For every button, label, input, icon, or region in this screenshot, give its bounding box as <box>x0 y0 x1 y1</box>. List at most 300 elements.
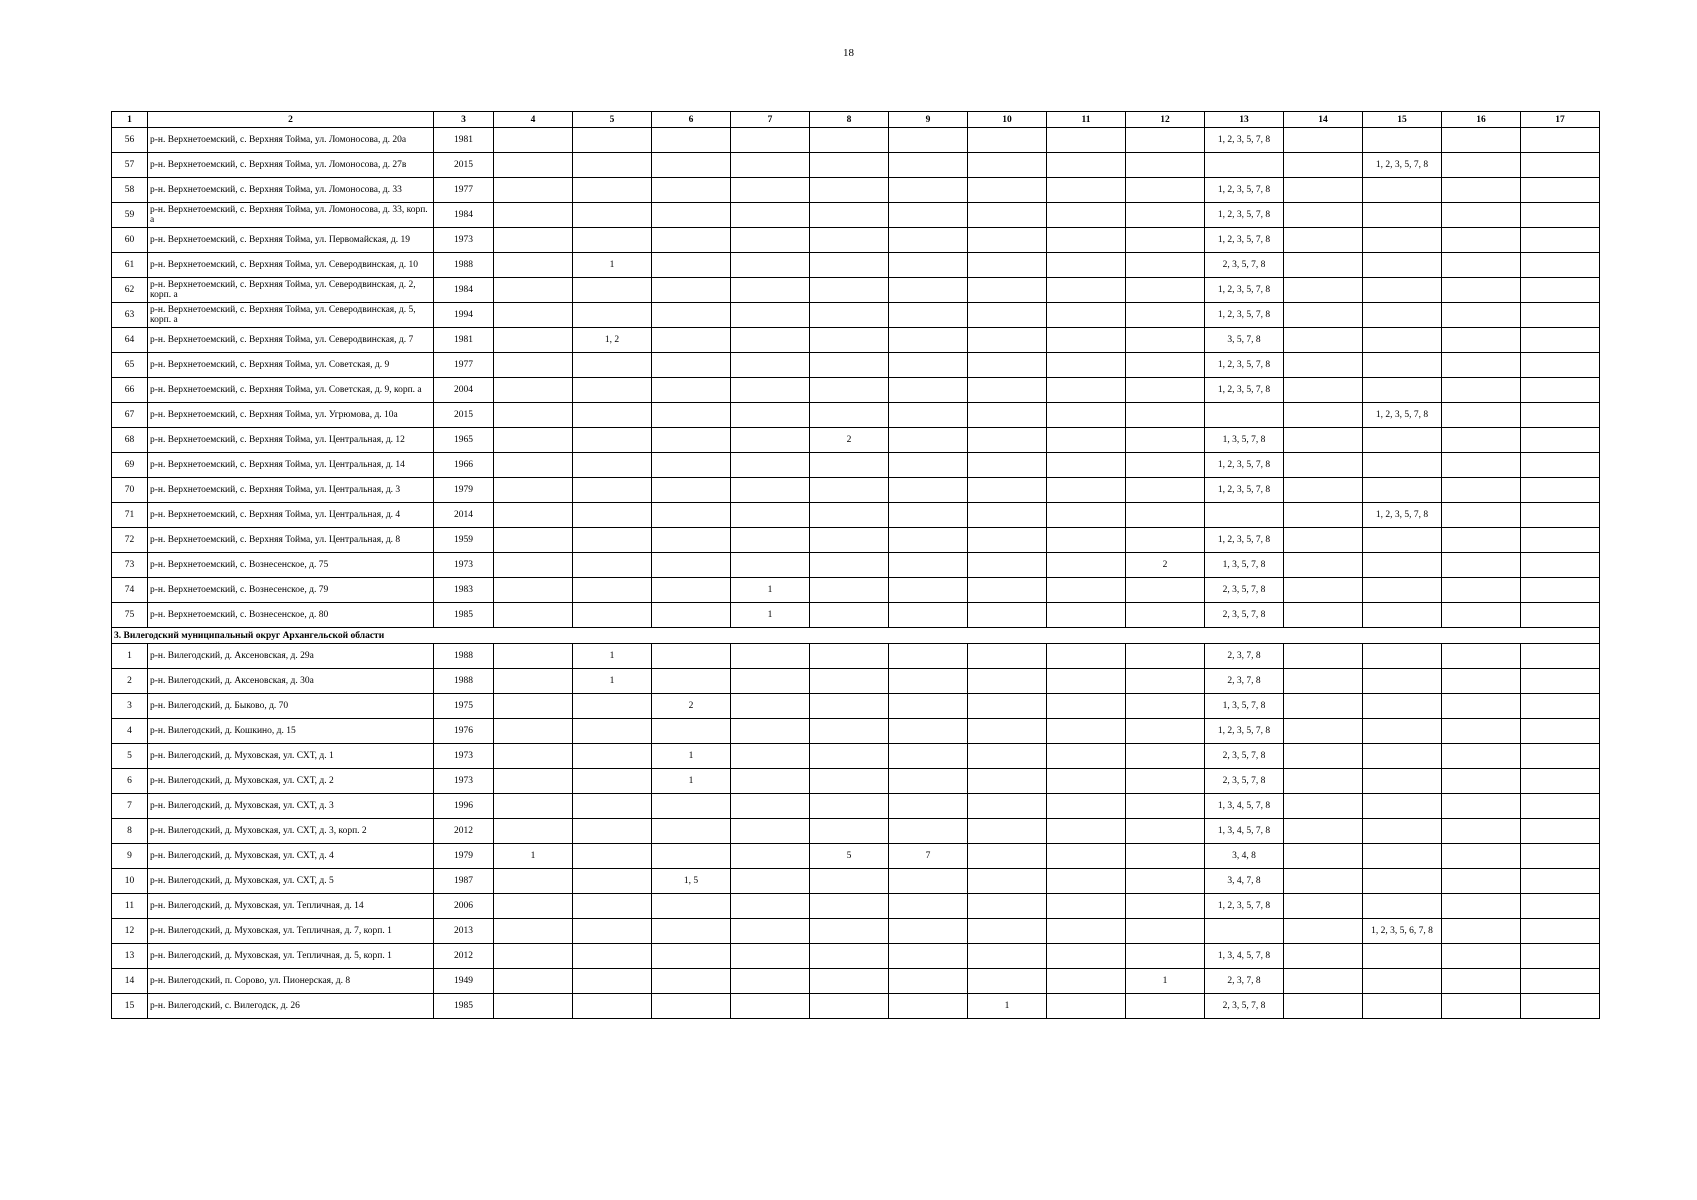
value-cell <box>494 303 573 328</box>
value-cell <box>573 228 652 253</box>
value-cell <box>1047 869 1126 894</box>
value-cell: 2, 3, 5, 7, 8 <box>1205 744 1284 769</box>
row-number-cell: 60 <box>112 228 148 253</box>
year-cell: 2012 <box>434 944 494 969</box>
value-cell: 3, 4, 7, 8 <box>1205 869 1284 894</box>
value-cell <box>1521 669 1600 694</box>
row-number-cell: 57 <box>112 153 148 178</box>
value-cell: 1, 2, 3, 5, 7, 8 <box>1205 278 1284 303</box>
value-cell <box>889 228 968 253</box>
value-cell <box>1047 178 1126 203</box>
year-cell: 1973 <box>434 744 494 769</box>
year-cell: 1987 <box>434 869 494 894</box>
value-cell <box>652 478 731 503</box>
value-cell <box>968 578 1047 603</box>
value-cell <box>494 503 573 528</box>
value-cell <box>810 128 889 153</box>
value-cell <box>1442 253 1521 278</box>
value-cell: 2, 3, 5, 7, 8 <box>1205 253 1284 278</box>
value-cell: 3, 5, 7, 8 <box>1205 328 1284 353</box>
value-cell <box>1521 894 1600 919</box>
value-cell <box>573 303 652 328</box>
row-number-cell: 12 <box>112 919 148 944</box>
value-cell: 1, 5 <box>652 869 731 894</box>
year-cell: 2014 <box>434 503 494 528</box>
row-number-cell: 73 <box>112 553 148 578</box>
value-cell <box>1521 719 1600 744</box>
value-cell <box>968 528 1047 553</box>
value-cell <box>1284 719 1363 744</box>
value-cell <box>573 994 652 1019</box>
value-cell <box>810 694 889 719</box>
table-row <box>112 378 1600 403</box>
value-cell <box>573 453 652 478</box>
value-cell <box>968 894 1047 919</box>
value-cell <box>1284 303 1363 328</box>
value-cell <box>889 644 968 669</box>
row-number-cell: 59 <box>112 203 148 228</box>
value-cell <box>1205 503 1284 528</box>
value-cell <box>1126 203 1205 228</box>
value-cell <box>1521 819 1600 844</box>
value-cell: 2, 3, 5, 7, 8 <box>1205 578 1284 603</box>
value-cell <box>810 303 889 328</box>
value-cell <box>1284 353 1363 378</box>
value-cell <box>1442 403 1521 428</box>
column-header: 14 <box>1284 112 1363 128</box>
table-row <box>112 578 1600 603</box>
value-cell <box>1284 278 1363 303</box>
value-cell <box>1521 919 1600 944</box>
value-cell <box>573 894 652 919</box>
value-cell <box>889 669 968 694</box>
value-cell <box>1442 994 1521 1019</box>
value-cell <box>1442 503 1521 528</box>
value-cell: 1 <box>573 253 652 278</box>
value-cell <box>810 719 889 744</box>
value-cell <box>1284 969 1363 994</box>
value-cell <box>889 303 968 328</box>
value-cell <box>889 453 968 478</box>
value-cell <box>1284 944 1363 969</box>
value-cell: 1, 2, 3, 5, 7, 8 <box>1363 503 1442 528</box>
value-cell <box>889 919 968 944</box>
page-number: 18 <box>843 47 854 59</box>
value-cell <box>1126 353 1205 378</box>
value-cell <box>1363 228 1442 253</box>
row-number-cell: 1 <box>112 644 148 669</box>
value-cell <box>1126 153 1205 178</box>
value-cell <box>1047 769 1126 794</box>
row-number-cell: 13 <box>112 944 148 969</box>
value-cell <box>810 178 889 203</box>
value-cell <box>652 919 731 944</box>
table-row <box>112 503 1600 528</box>
address-cell: р-н. Верхнетоемский, с. Верхняя Тойма, ул. Северодвинская, д. 10 <box>148 253 434 278</box>
value-cell <box>652 719 731 744</box>
value-cell <box>494 969 573 994</box>
value-cell <box>1363 969 1442 994</box>
value-cell <box>652 844 731 869</box>
value-cell: 1, 2, 3, 5, 7, 8 <box>1205 178 1284 203</box>
table-row <box>112 844 1600 869</box>
value-cell: 1, 3, 4, 5, 7, 8 <box>1205 794 1284 819</box>
year-cell: 1981 <box>434 328 494 353</box>
value-cell <box>810 453 889 478</box>
value-cell <box>573 794 652 819</box>
year-cell: 1985 <box>434 994 494 1019</box>
value-cell <box>1442 528 1521 553</box>
address-cell: р-н. Верхнетоемский, с. Вознесенское, д. 79 <box>148 578 434 603</box>
value-cell <box>1126 328 1205 353</box>
year-cell: 1985 <box>434 603 494 628</box>
value-cell <box>1442 844 1521 869</box>
value-cell <box>731 128 810 153</box>
value-cell <box>968 228 1047 253</box>
column-header: 17 <box>1521 112 1600 128</box>
value-cell <box>1442 744 1521 769</box>
value-cell <box>968 278 1047 303</box>
value-cell <box>1047 253 1126 278</box>
value-cell <box>731 203 810 228</box>
value-cell <box>810 503 889 528</box>
value-cell <box>494 228 573 253</box>
value-cell <box>1521 203 1600 228</box>
value-cell <box>573 503 652 528</box>
column-header: 1 <box>112 112 148 128</box>
value-cell <box>1363 994 1442 1019</box>
value-cell <box>1047 378 1126 403</box>
value-cell <box>1442 428 1521 453</box>
row-number-cell: 64 <box>112 328 148 353</box>
value-cell: 1, 3, 4, 5, 7, 8 <box>1205 944 1284 969</box>
value-cell <box>494 719 573 744</box>
value-cell <box>1284 844 1363 869</box>
value-cell <box>573 153 652 178</box>
value-cell <box>1284 153 1363 178</box>
table-row <box>112 478 1600 503</box>
value-cell <box>652 278 731 303</box>
value-cell <box>1284 253 1363 278</box>
value-cell: 1 <box>573 644 652 669</box>
value-cell <box>1363 694 1442 719</box>
value-cell <box>810 403 889 428</box>
value-cell <box>968 694 1047 719</box>
address-cell: р-н. Вилегодский, п. Сорово, ул. Пионерская, д. 8 <box>148 969 434 994</box>
value-cell <box>731 378 810 403</box>
row-number-cell: 15 <box>112 994 148 1019</box>
value-cell <box>968 553 1047 578</box>
value-cell <box>1521 128 1600 153</box>
value-cell <box>1126 869 1205 894</box>
table-row <box>112 153 1600 178</box>
value-cell <box>1284 994 1363 1019</box>
value-cell <box>1363 453 1442 478</box>
value-cell <box>1047 644 1126 669</box>
value-cell <box>1284 453 1363 478</box>
value-cell <box>1126 744 1205 769</box>
value-cell <box>1047 669 1126 694</box>
value-cell <box>968 253 1047 278</box>
value-cell <box>968 453 1047 478</box>
value-cell <box>1521 228 1600 253</box>
value-cell: 2 <box>652 694 731 719</box>
value-cell <box>889 694 968 719</box>
value-cell <box>1284 428 1363 453</box>
value-cell <box>889 378 968 403</box>
value-cell <box>494 478 573 503</box>
row-number-cell: 72 <box>112 528 148 553</box>
value-cell <box>731 553 810 578</box>
value-cell <box>573 128 652 153</box>
value-cell <box>1521 869 1600 894</box>
value-cell <box>889 769 968 794</box>
year-cell: 1979 <box>434 478 494 503</box>
value-cell <box>1521 303 1600 328</box>
value-cell <box>1126 453 1205 478</box>
value-cell <box>1047 278 1126 303</box>
value-cell <box>494 869 573 894</box>
address-cell: р-н. Верхнетоемский, с. Верхняя Тойма, ул. Центральная, д. 8 <box>148 528 434 553</box>
value-cell <box>731 153 810 178</box>
value-cell <box>889 428 968 453</box>
value-cell <box>810 603 889 628</box>
value-cell <box>889 819 968 844</box>
year-cell: 1976 <box>434 719 494 744</box>
value-cell <box>1047 353 1126 378</box>
value-cell <box>889 869 968 894</box>
value-cell <box>731 178 810 203</box>
value-cell <box>1363 378 1442 403</box>
value-cell <box>731 278 810 303</box>
value-cell <box>968 153 1047 178</box>
value-cell <box>1126 644 1205 669</box>
value-cell <box>1126 278 1205 303</box>
value-cell <box>1363 128 1442 153</box>
value-cell: 1, 3, 5, 7, 8 <box>1205 553 1284 578</box>
column-header: 9 <box>889 112 968 128</box>
value-cell <box>968 844 1047 869</box>
address-cell: р-н. Вилегодский, д. Муховская, ул. СХТ, д. 5 <box>148 869 434 894</box>
year-cell: 1988 <box>434 644 494 669</box>
value-cell <box>1047 603 1126 628</box>
value-cell <box>731 694 810 719</box>
value-cell <box>573 769 652 794</box>
address-cell: р-н. Верхнетоемский, с. Вознесенское, д. 75 <box>148 553 434 578</box>
value-cell <box>1047 403 1126 428</box>
value-cell <box>494 744 573 769</box>
value-cell <box>1126 919 1205 944</box>
value-cell: 2 <box>1126 553 1205 578</box>
value-cell <box>1521 844 1600 869</box>
address-cell: р-н. Верхнетоемский, с. Вознесенское, д. 80 <box>148 603 434 628</box>
value-cell <box>1284 919 1363 944</box>
value-cell <box>494 944 573 969</box>
value-cell <box>494 553 573 578</box>
value-cell: 1, 3, 5, 7, 8 <box>1205 694 1284 719</box>
value-cell <box>968 328 1047 353</box>
year-cell: 1965 <box>434 428 494 453</box>
value-cell <box>1047 528 1126 553</box>
value-cell <box>968 969 1047 994</box>
table-row <box>112 528 1600 553</box>
value-cell <box>731 769 810 794</box>
value-cell <box>889 744 968 769</box>
value-cell <box>1284 503 1363 528</box>
address-cell: р-н. Вилегодский, д. Муховская, ул. СХТ, д. 4 <box>148 844 434 869</box>
address-cell: р-н. Вилегодский, д. Аксеновская, д. 29а <box>148 644 434 669</box>
row-number-cell: 3 <box>112 694 148 719</box>
value-cell <box>1284 178 1363 203</box>
section-row <box>112 628 1600 644</box>
address-cell: р-н. Верхнетоемский, с. Верхняя Тойма, ул. Северодвинская, д. 5, корп. а <box>148 303 434 328</box>
column-header: 7 <box>731 112 810 128</box>
value-cell <box>494 894 573 919</box>
table-row <box>112 869 1600 894</box>
value-cell <box>1126 694 1205 719</box>
value-cell <box>731 719 810 744</box>
value-cell: 1 <box>731 603 810 628</box>
row-number-cell: 2 <box>112 669 148 694</box>
value-cell <box>889 278 968 303</box>
value-cell <box>810 553 889 578</box>
value-cell <box>573 869 652 894</box>
value-cell <box>1363 819 1442 844</box>
value-cell: 1, 2, 3, 5, 7, 8 <box>1363 403 1442 428</box>
value-cell <box>731 919 810 944</box>
row-number-cell: 10 <box>112 869 148 894</box>
column-header: 3 <box>434 112 494 128</box>
value-cell <box>1521 253 1600 278</box>
value-cell <box>1284 694 1363 719</box>
value-cell <box>1126 403 1205 428</box>
value-cell <box>968 428 1047 453</box>
value-cell <box>731 944 810 969</box>
address-cell: р-н. Верхнетоемский, с. Верхняя Тойма, ул. Центральная, д. 4 <box>148 503 434 528</box>
value-cell <box>1442 153 1521 178</box>
value-cell <box>1442 478 1521 503</box>
value-cell <box>1442 719 1521 744</box>
value-cell <box>889 478 968 503</box>
value-cell <box>1047 228 1126 253</box>
value-cell <box>1284 203 1363 228</box>
value-cell <box>1126 303 1205 328</box>
address-cell: р-н. Вилегодский, д. Муховская, ул. СХТ, д. 3, корп. 2 <box>148 819 434 844</box>
row-number-cell: 6 <box>112 769 148 794</box>
value-cell <box>1521 994 1600 1019</box>
table-row <box>112 744 1600 769</box>
value-cell <box>494 669 573 694</box>
value-cell <box>1126 378 1205 403</box>
address-cell: р-н. Вилегодский, с. Вилегодск, д. 26 <box>148 994 434 1019</box>
value-cell <box>652 503 731 528</box>
value-cell: 7 <box>889 844 968 869</box>
value-cell: 5 <box>810 844 889 869</box>
value-cell <box>1284 128 1363 153</box>
address-cell: р-н. Верхнетоемский, с. Верхняя Тойма, ул. Северодвинская, д. 2, корп. а <box>148 278 434 303</box>
value-cell <box>1363 794 1442 819</box>
row-number-cell: 70 <box>112 478 148 503</box>
value-cell <box>968 603 1047 628</box>
value-cell <box>731 894 810 919</box>
value-cell <box>1047 478 1126 503</box>
column-header: 2 <box>148 112 434 128</box>
row-number-cell: 4 <box>112 719 148 744</box>
value-cell <box>731 844 810 869</box>
value-cell <box>573 553 652 578</box>
address-cell: р-н. Верхнетоемский, с. Верхняя Тойма, ул. Ломоносова, д. 20а <box>148 128 434 153</box>
value-cell <box>1521 428 1600 453</box>
table-row <box>112 128 1600 153</box>
value-cell <box>889 178 968 203</box>
value-cell <box>810 153 889 178</box>
value-cell <box>731 303 810 328</box>
value-cell <box>1521 453 1600 478</box>
value-cell <box>494 203 573 228</box>
value-cell <box>494 578 573 603</box>
value-cell <box>1442 553 1521 578</box>
column-header: 11 <box>1047 112 1126 128</box>
value-cell <box>652 528 731 553</box>
value-cell <box>1442 794 1521 819</box>
value-cell <box>1363 278 1442 303</box>
row-number-cell: 58 <box>112 178 148 203</box>
value-cell <box>1521 969 1600 994</box>
address-cell: р-н. Вилегодский, д. Муховская, ул. СХТ, д. 1 <box>148 744 434 769</box>
value-cell <box>1521 328 1600 353</box>
value-cell <box>889 578 968 603</box>
value-cell: 1, 2, 3, 5, 7, 8 <box>1205 303 1284 328</box>
value-cell <box>1442 178 1521 203</box>
value-cell <box>1363 869 1442 894</box>
year-cell: 1959 <box>434 528 494 553</box>
row-number-cell: 11 <box>112 894 148 919</box>
value-cell <box>889 528 968 553</box>
value-cell: 2, 3, 7, 8 <box>1205 644 1284 669</box>
table-row <box>112 403 1600 428</box>
value-cell <box>1126 253 1205 278</box>
column-header: 6 <box>652 112 731 128</box>
value-cell <box>889 603 968 628</box>
value-cell: 2, 3, 5, 7, 8 <box>1205 769 1284 794</box>
value-cell <box>1126 719 1205 744</box>
value-cell <box>731 253 810 278</box>
value-cell <box>889 894 968 919</box>
value-cell <box>494 278 573 303</box>
value-cell <box>1521 578 1600 603</box>
address-cell: р-н. Верхнетоемский, с. Верхняя Тойма, ул. Центральная, д. 12 <box>148 428 434 453</box>
value-cell <box>1047 794 1126 819</box>
value-cell <box>573 719 652 744</box>
value-cell <box>1284 228 1363 253</box>
value-cell <box>889 353 968 378</box>
value-cell <box>652 178 731 203</box>
value-cell: 1 <box>968 994 1047 1019</box>
value-cell <box>889 503 968 528</box>
column-header: 5 <box>573 112 652 128</box>
value-cell <box>968 719 1047 744</box>
value-cell <box>1363 894 1442 919</box>
value-cell <box>573 203 652 228</box>
value-cell <box>1442 644 1521 669</box>
row-number-cell: 56 <box>112 128 148 153</box>
value-cell: 1, 2, 3, 5, 6, 7, 8 <box>1363 919 1442 944</box>
row-number-cell: 67 <box>112 403 148 428</box>
row-number-cell: 71 <box>112 503 148 528</box>
value-cell <box>652 403 731 428</box>
value-cell <box>494 328 573 353</box>
value-cell <box>1205 919 1284 944</box>
